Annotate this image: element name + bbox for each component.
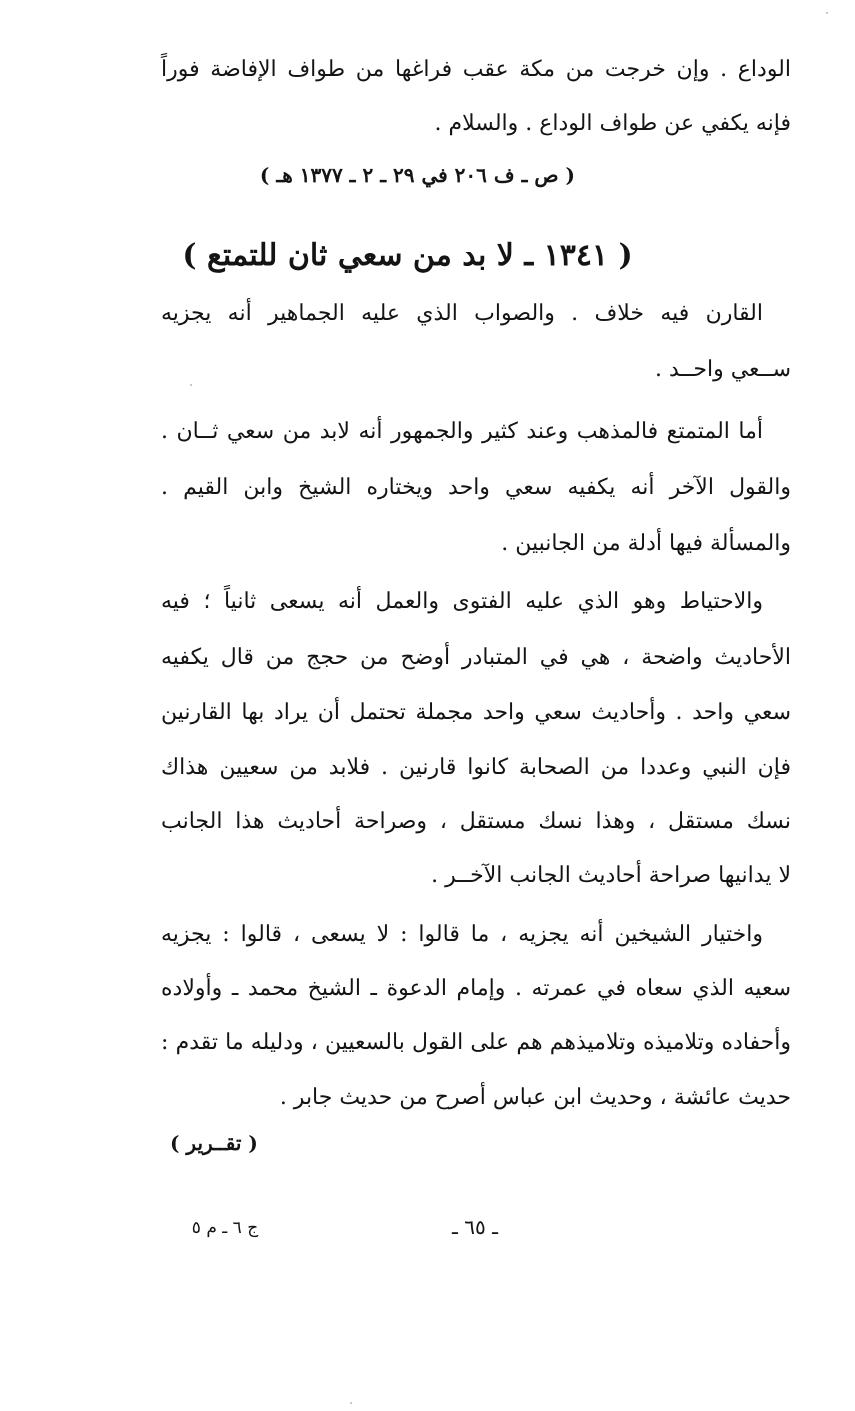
text-line: وأحفاده وتلاميذه وتلاميذهم هم على القول بالسعيين ، ودليله ما تقدم : xyxy=(161,1030,791,1055)
text-line: نسك مستقل ، وهذا نسك مستقل ، وصراحة أحاديث هذا الجانب xyxy=(161,809,791,834)
source-note: ( تقــرير ) xyxy=(170,1131,258,1155)
scan-speck xyxy=(190,384,192,386)
text-line: والاحتياط وهو الذي عليه الفتوى والعمل أنه يسعى ثانياً ؛ فيه xyxy=(161,589,763,614)
text-line: حديث عائشة ، وحديث ابن عباس أصرح من حديث جابر . xyxy=(279,1085,791,1110)
section-heading: ( ١٣٤١ ـ لا بد من سعي ثان للتمتع ) xyxy=(182,238,633,273)
text-line: سعيه الذي سعاه في عمرته . وإمام الدعوة ـ الشيخ محمد ـ وأولاده xyxy=(161,976,791,1001)
top-reference: ( ص ـ ف ٢٠٦ في ٢٩ ـ ٢ ـ ١٣٧٧ هـ ) xyxy=(259,163,575,187)
text-line: سعي واحد . وأحاديث سعي واحد مجملة تحتمل أن يراد بها القارنين xyxy=(161,700,791,725)
text-line: لا يدانيها صراحة أحاديث الجانب الآخــر . xyxy=(431,863,791,888)
text-line: الوداع . وإن خرجت من مكة عقب فراغها من طواف الإفاضة فوراً xyxy=(161,57,791,82)
printer-signature: ج ٦ ـ م ٥ xyxy=(191,1218,259,1238)
text-line: فإنه يكفي عن طواف الوداع . والسلام . xyxy=(434,111,791,136)
text-line: أما المتمتع فالمذهب وعند كثير والجمهور أنه لابد من سعي ثــان . xyxy=(161,419,763,444)
text-line: القارن فيه خلاف . والصواب الذي عليه الجماهير أنه يجزيه xyxy=(161,301,763,326)
scan-speck xyxy=(826,12,828,14)
text-line: والمسألة فيها أدلة من الجانبين . xyxy=(501,531,791,556)
text-line: واختيار الشيخين أنه يجزيه ، ما قالوا : لا يسعى ، قالوا : يجزيه xyxy=(161,922,763,947)
text-line: الأحاديث واضحة ، هي في المتبادر أوضح من حجج من قال يكفيه xyxy=(161,645,791,670)
text-line: ســعي واحــد . xyxy=(654,357,791,382)
text-line: والقول الآخر أنه يكفيه سعي واحد ويختاره الشيخ وابن القيم . xyxy=(161,475,791,500)
page-number: ـ ٦٥ ـ xyxy=(452,1215,498,1239)
scan-speck xyxy=(350,1402,352,1404)
text-line: فإن النبي وعددا من الصحابة كانوا قارنين . فلابد من سعيين هذاك xyxy=(161,755,791,780)
